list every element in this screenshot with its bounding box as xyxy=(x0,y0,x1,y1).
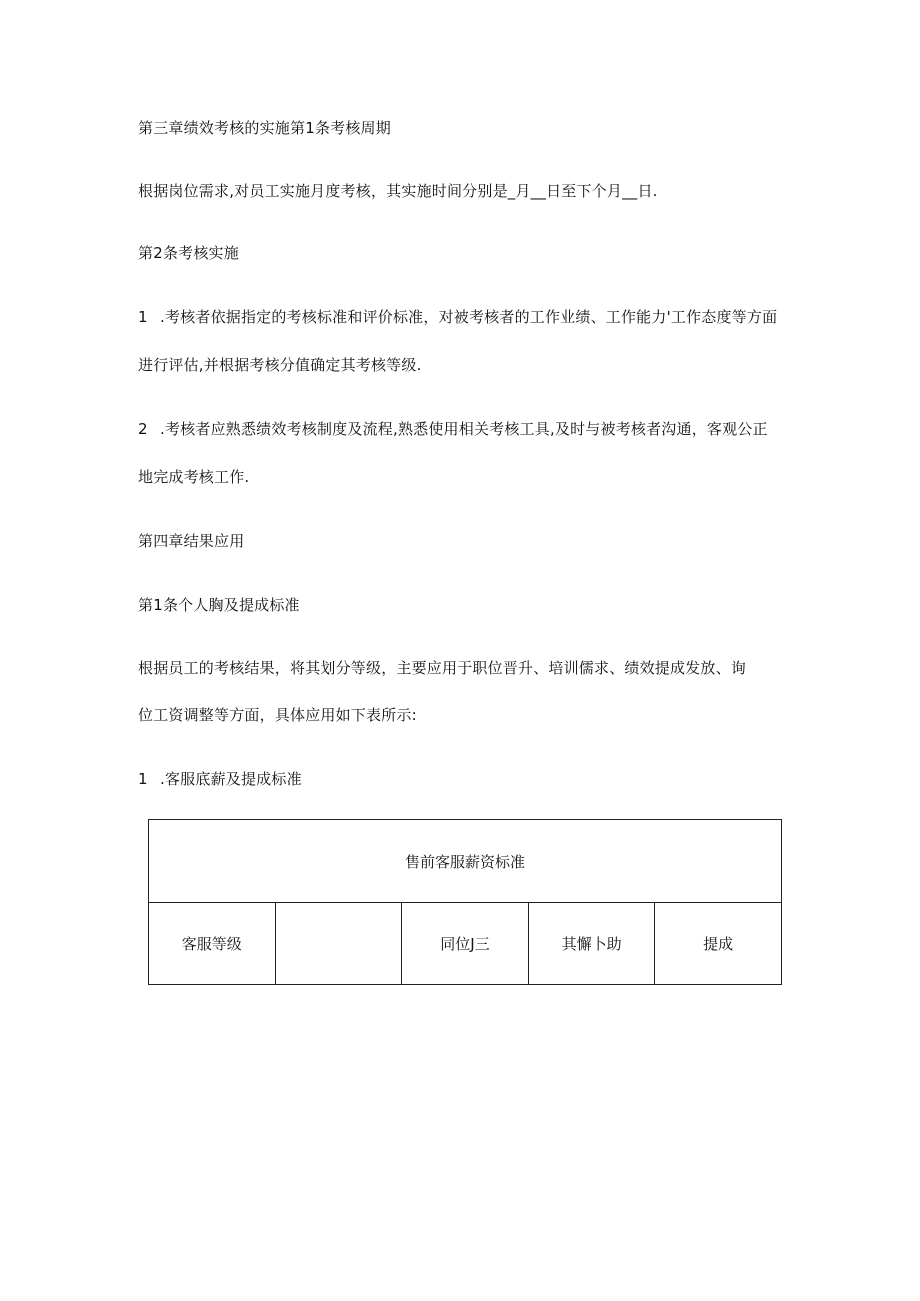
line-text: 第2条考核实施 xyxy=(138,244,239,262)
line-text: 第四章结果应用 xyxy=(138,532,245,550)
line-text: 地完成考核工作. xyxy=(138,468,250,486)
line-text: .考核者应熟悉绩效考核制度及流程,熟悉使用相关考核工具,及时与被考核者沟通，客观公正 xyxy=(160,420,768,438)
list-number: 2 xyxy=(138,420,148,438)
line-text: 第三章绩效考核的实施第1条考核周期 xyxy=(138,119,391,137)
paragraph-results-application-continued xyxy=(138,705,417,725)
line-text: 根据员工的考核结果，将其划分等级，主要应用于职位晋升、培训儒求、绩效提成发放、询 xyxy=(138,659,747,677)
article-2-heading xyxy=(138,243,239,263)
header-col-3: 同位J三 xyxy=(402,903,529,985)
list-item-2-continued xyxy=(138,467,249,487)
line-text: 根据岗位需求,对员工实施月度考核，其实施时间分别是_月__日至下个月__日. xyxy=(138,182,658,200)
header-col-4: 其懈卜助 xyxy=(528,903,655,985)
article-1-heading xyxy=(138,595,300,615)
salary-standard-table xyxy=(148,819,782,985)
table-title-row xyxy=(149,820,782,903)
table-header-row xyxy=(149,903,782,985)
table-title: 售前客服薪资标准 xyxy=(149,820,782,903)
list-number: 1 xyxy=(138,770,148,788)
chapter-3-heading xyxy=(138,118,391,138)
chapter-4-heading xyxy=(138,531,244,551)
line-text: 第1条个人胸及提成标准 xyxy=(138,596,300,614)
paragraph-assessment-period xyxy=(138,181,658,201)
line-text: 进行评估,并根据考核分值确定其考核等级. xyxy=(138,356,422,374)
list-item-salary-standard xyxy=(138,769,302,789)
line-text: .客服底薪及提成标准 xyxy=(160,770,302,788)
line-text: .考核者依据指定的考核标准和评价标准，对被考核者的工作业绩、工作能力'工作态度等方面 xyxy=(160,308,778,326)
header-empty xyxy=(275,903,402,985)
line-text: 位工资调整等方面，具体应用如下表所示: xyxy=(138,706,417,724)
list-item-1-continued xyxy=(138,355,422,375)
header-service-level: 客服等级 xyxy=(149,903,276,985)
header-commission: 提成 xyxy=(655,903,782,985)
list-item-2 xyxy=(138,419,768,439)
paragraph-results-application xyxy=(138,658,746,678)
list-number: 1 xyxy=(138,308,148,326)
list-item-1 xyxy=(138,307,777,327)
